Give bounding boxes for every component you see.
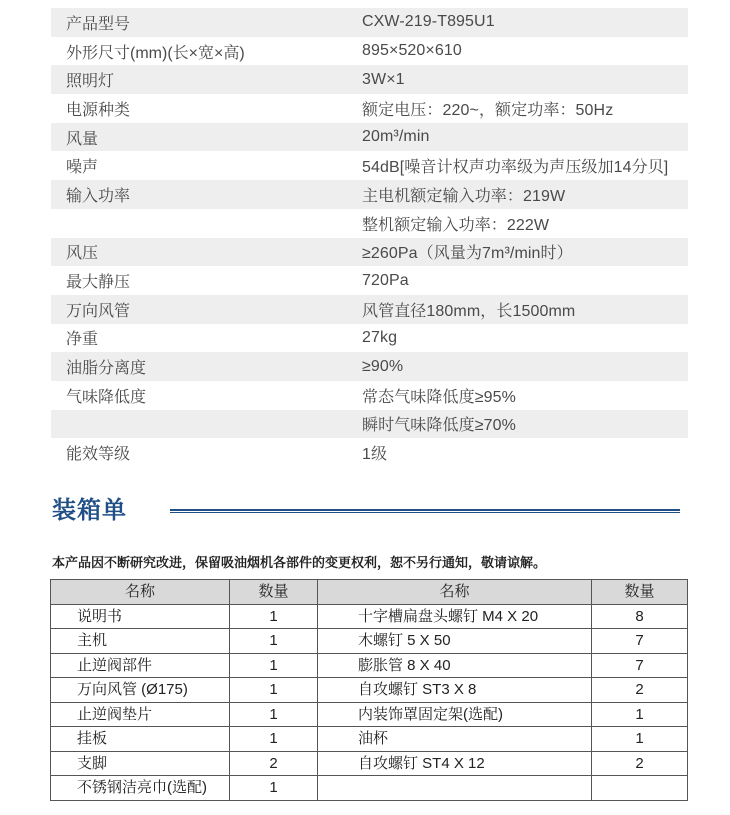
spec-label: 气味降低度 [66, 388, 147, 406]
item-qty: 1 [592, 702, 688, 727]
spec-row [51, 324, 688, 353]
item-qty: 2 [230, 751, 318, 776]
item-name: 木螺钉 5 X 50 [318, 629, 592, 654]
spec-value: 895×520×610 [362, 42, 462, 60]
column-header-qty: 数量 [592, 580, 688, 605]
item-qty [592, 776, 688, 801]
spec-label: 输入功率 [66, 187, 131, 205]
spec-label: 照明灯 [66, 73, 115, 91]
spec-value: CXW-219-T895U1 [362, 13, 495, 31]
spec-row [51, 352, 688, 381]
spec-row [51, 37, 688, 66]
spec-label: 风量 [66, 130, 99, 148]
item-name: 内装饰罩固定架(选配) [318, 702, 592, 727]
spec-value: 720Pa [362, 271, 409, 289]
column-header-name: 名称 [318, 580, 592, 605]
spec-label: 油脂分离度 [66, 360, 147, 378]
spec-value: 27kg [362, 328, 398, 346]
table-row [51, 776, 688, 801]
item-qty: 1 [230, 702, 318, 727]
spec-table [51, 8, 688, 467]
item-qty: 1 [230, 604, 318, 629]
spec-value: 3W×1 [362, 70, 405, 88]
table-row [51, 751, 688, 776]
item-name: 不锈钢洁亮巾(选配) [51, 776, 230, 801]
item-name: 万向风管 (Ø175) [51, 678, 230, 703]
spec-label: 产品型号 [66, 15, 131, 33]
table-row [51, 653, 688, 678]
item-name: 膨胀管 8 X 40 [318, 653, 592, 678]
spec-label: 电源种类 [66, 101, 131, 119]
spec-row [51, 8, 688, 37]
column-header-qty: 数量 [230, 580, 318, 605]
section-title: 装箱单 [52, 497, 127, 524]
item-qty: 1 [230, 653, 318, 678]
table-row [51, 629, 688, 654]
spec-row [51, 94, 688, 123]
spec-row [51, 65, 688, 94]
item-name: 自攻螺钉 ST3 X 8 [318, 678, 592, 703]
spec-value: 54dB[噪音计权声功率级为声压级加14分贝] [362, 159, 669, 177]
spec-row [51, 295, 688, 324]
spec-row [51, 151, 688, 180]
spec-value: 1级 [362, 446, 388, 464]
item-qty: 7 [592, 653, 688, 678]
spec-label: 噪声 [66, 159, 99, 177]
item-name: 油杯 [318, 727, 592, 752]
spec-row [51, 266, 688, 295]
item-qty: 1 [230, 629, 318, 654]
spec-value: 额定电压：220~，额定功率：50Hz [362, 101, 614, 119]
spec-row [51, 209, 688, 238]
spec-row [51, 238, 688, 267]
item-qty: 1 [230, 776, 318, 801]
spec-value: ≥260Pa（风量为7m³/min时） [362, 245, 573, 263]
spec-value: 风管直径180mm，长1500mm [362, 302, 576, 320]
item-name: 主机 [51, 629, 230, 654]
spec-value: 瞬时气味降低度≥70% [362, 417, 516, 435]
spec-value: 常态气味降低度≥95% [362, 388, 516, 406]
spec-value: 整机额定输入功率：222W [362, 216, 550, 234]
column-header-name: 名称 [51, 580, 230, 605]
item-name: 自攻螺钉 ST4 X 12 [318, 751, 592, 776]
item-name: 止逆阀垫片 [51, 702, 230, 727]
spec-row [51, 123, 688, 152]
item-name: 十字槽扁盘头螺钉 M4 X 20 [318, 604, 592, 629]
spec-label: 风压 [66, 245, 99, 263]
spec-row [51, 180, 688, 209]
item-qty: 7 [592, 629, 688, 654]
section-divider [170, 509, 680, 513]
item-qty: 1 [230, 727, 318, 752]
item-qty: 1 [230, 678, 318, 703]
packing-list-table [50, 579, 688, 801]
item-qty: 1 [592, 727, 688, 752]
table-row [51, 678, 688, 703]
item-qty: 8 [592, 604, 688, 629]
spec-row [51, 381, 688, 410]
spec-row [51, 410, 688, 439]
table-row [51, 604, 688, 629]
item-name: 支脚 [51, 751, 230, 776]
spec-label: 净重 [66, 331, 99, 349]
item-name: 止逆阀部件 [51, 653, 230, 678]
spec-value: 主电机额定输入功率：219W [362, 187, 566, 205]
item-qty: 2 [592, 751, 688, 776]
table-header-row [51, 580, 688, 605]
spec-value: 20m³/min [362, 128, 430, 146]
notice-text: 本产品因不断研究改进，保留吸油烟机各部件的变更权利，恕不另行通知，敬请谅解。 [52, 555, 547, 570]
spec-label: 能效等级 [66, 446, 131, 464]
spec-label: 外形尺寸(mm)(长×宽×高) [66, 44, 245, 62]
spec-value: ≥90% [362, 357, 404, 375]
item-name: 挂板 [51, 727, 230, 752]
item-name [318, 776, 592, 801]
item-qty: 2 [592, 678, 688, 703]
table-row [51, 702, 688, 727]
spec-label: 万向风管 [66, 302, 131, 320]
spec-row [51, 438, 688, 467]
table-row [51, 727, 688, 752]
item-name: 说明书 [51, 604, 230, 629]
spec-label: 最大静压 [66, 274, 131, 292]
